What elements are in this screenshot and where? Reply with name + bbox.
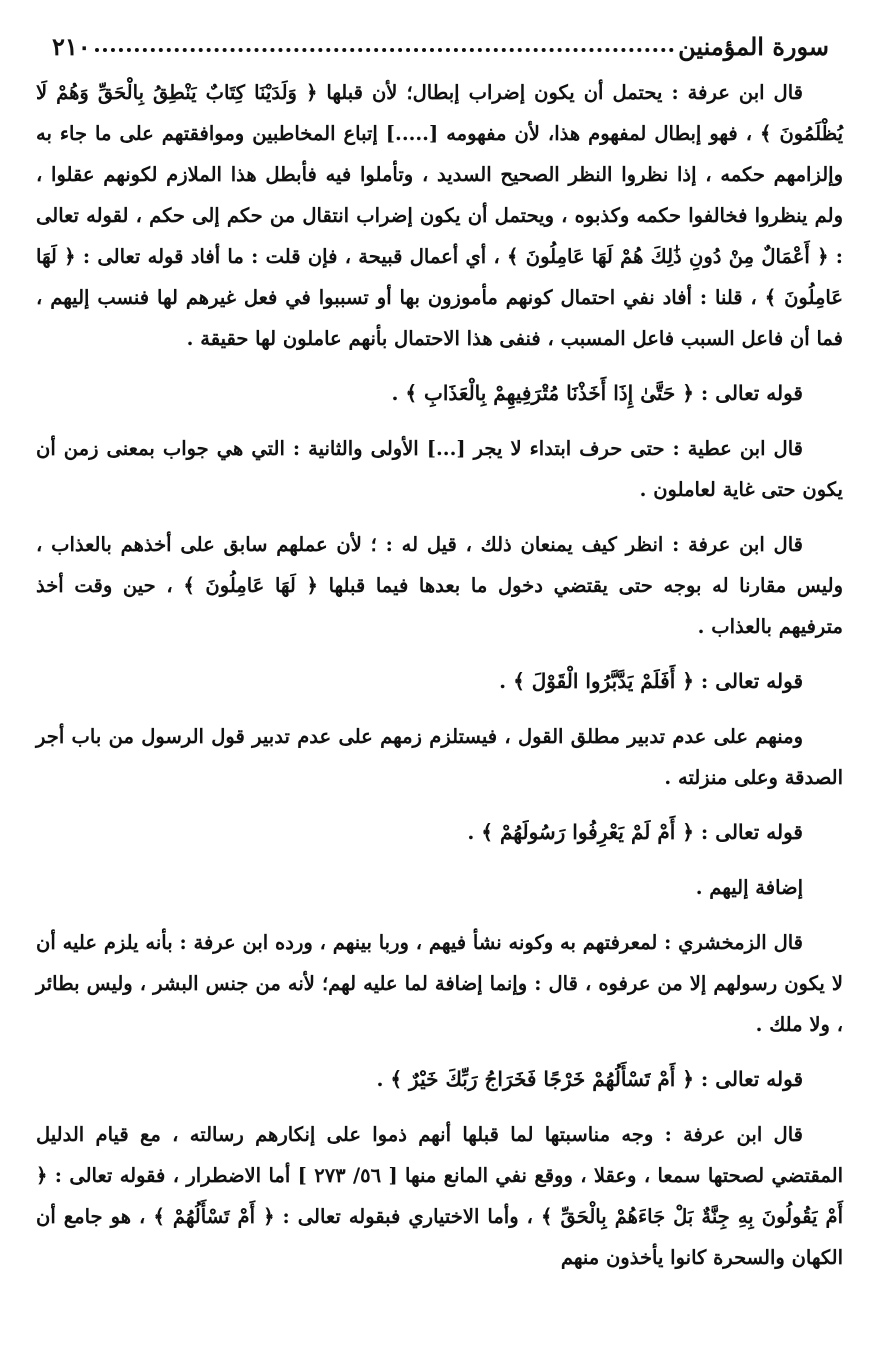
page-body bbox=[36, 72, 843, 1292]
commentary-paragraph: قال الزمخشري : لمعرفتهم به وكونه نشأ فيهم ، وربا بينهم ، ورده ابن عرفة : بأنه يلزم عليه أن لا يكون رسولهم إلا من عرفوه ، قال : وإنما إضافة لما عليه لهم؛ لأنه من جنس البشر ، وليس بطائر ، ولا ملك . bbox=[36, 931, 843, 1036]
header-dotted-leader bbox=[95, 48, 674, 52]
commentary-paragraph: قال ابن عطية : حتى حرف ابتداء لا يجر [...] الأولى والثانية : التي هي جواب بمعنى زمن أن يكون حتى غاية لعاملون . bbox=[36, 437, 843, 501]
commentary-paragraph: ومنهم على عدم تدبير مطلق القول ، فيستلزم زمهم على عدم تدبير قول الرسول من باب أجر الصدقة وعلى منزلته . bbox=[36, 725, 843, 789]
commentary-paragraph: قال ابن عرفة : انظر كيف يمنعان ذلك ، قيل له : ؛ لأن عملهم سابق على أخذهم بالعذاب ، وليس مقارنا له بوجه حتى يقتضي دخول ما بعدها فيما قبلها ﴿ لَهَا عَامِلُونَ ﴾ ، حين وقت أخذ مترفيهم بالعذاب . bbox=[36, 533, 843, 638]
commentary-paragraph: قال ابن عرفة : وجه مناسبتها لما قبلها أنهم ذموا على إنكارهم رسالته ، مع قيام الدليل المقتضي لصحتها سمعا ، وعقلا ، ووقع نفي المانع منها [ ٥٦/ ٢٧٣ ] أما الاضطرار ، فقوله تعالى : ﴿ أَمْ يَقُولُونَ بِهِ جِنَّةٌ بَلْ جَاءَهُمْ بِالْحَقِّ ﴾ ، وأما الاختياري فبقوله تعالى : ﴿ أَمْ تَسْأَلُهُمْ ﴾ ، هو جامع أن الكهان والسحرة كانوا يأخذون منهم bbox=[36, 1123, 843, 1269]
surah-title: سورة المؤمنين bbox=[678, 31, 829, 61]
verse-heading: قوله تعالى : ﴿ أَفَلَمْ يَدَّبَّرُوا الْقَوْلَ ﴾ . bbox=[499, 669, 803, 693]
page-header bbox=[38, 26, 843, 66]
commentary-paragraph: إضافة إليهم . bbox=[695, 876, 803, 899]
verse-heading: قوله تعالى : ﴿ أَمْ لَمْ يَعْرِفُوا رَسُولَهُمْ ﴾ . bbox=[467, 820, 803, 844]
verse-heading: قوله تعالى : ﴿ حَتَّىٰ إِذَا أَخَذْنَا مُتْرَفِيهِمْ بِالْعَذَابِ ﴾ . bbox=[391, 381, 803, 405]
page-number: ٢١٠ bbox=[52, 31, 91, 61]
verse-heading: قوله تعالى : ﴿ أَمْ تَسْأَلُهُمْ خَرْجًا فَخَرَاجُ رَبِّكَ خَيْرٌ ﴾ . bbox=[376, 1067, 803, 1091]
commentary-paragraph: قال ابن عرفة : يحتمل أن يكون إضراب إبطال؛ لأن قبلها ﴿ وَلَدَيْنَا كِتَابٌ يَنْطِقُ بِالْحَقِّ وَهُمْ لَا يُظْلَمُونَ ﴾ ، فهو إبطال لمفهوم هذا، لأن مفهومه [.....] إتباع المخاطبين وموافقتهم على ما جاء به وإلزامهم حكمه ، إذا نظروا النظر الصحيح السديد ، وتأملوا فيه فأبطل هذا الملازم لكونهم عقلوا ، ولم ينظروا فخالفوا حكمه وكذبوه ، ويحتمل أن يكون إضراب انتقال من حكم إلى حكم ، لقوله تعالى : ﴿ أَعْمَالٌ مِنْ دُونِ ذَٰلِكَ هُمْ لَهَا عَامِلُونَ ﴾ ، أي أعمال قبيحة ، فإن قلت : ما أفاد قوله تعالى : ﴿ لَهَا عَامِلُونَ ﴾ ، قلنا : أفاد نفي احتمال كونهم مأموزون بها أو تسببوا في فعل غيرهم لها فنسب إليهم ، فما أن فاعل السبب فاعل المسبب ، فنفى هذا الاحتمال بأنهم عاملون لها حقيقة . bbox=[36, 81, 843, 350]
